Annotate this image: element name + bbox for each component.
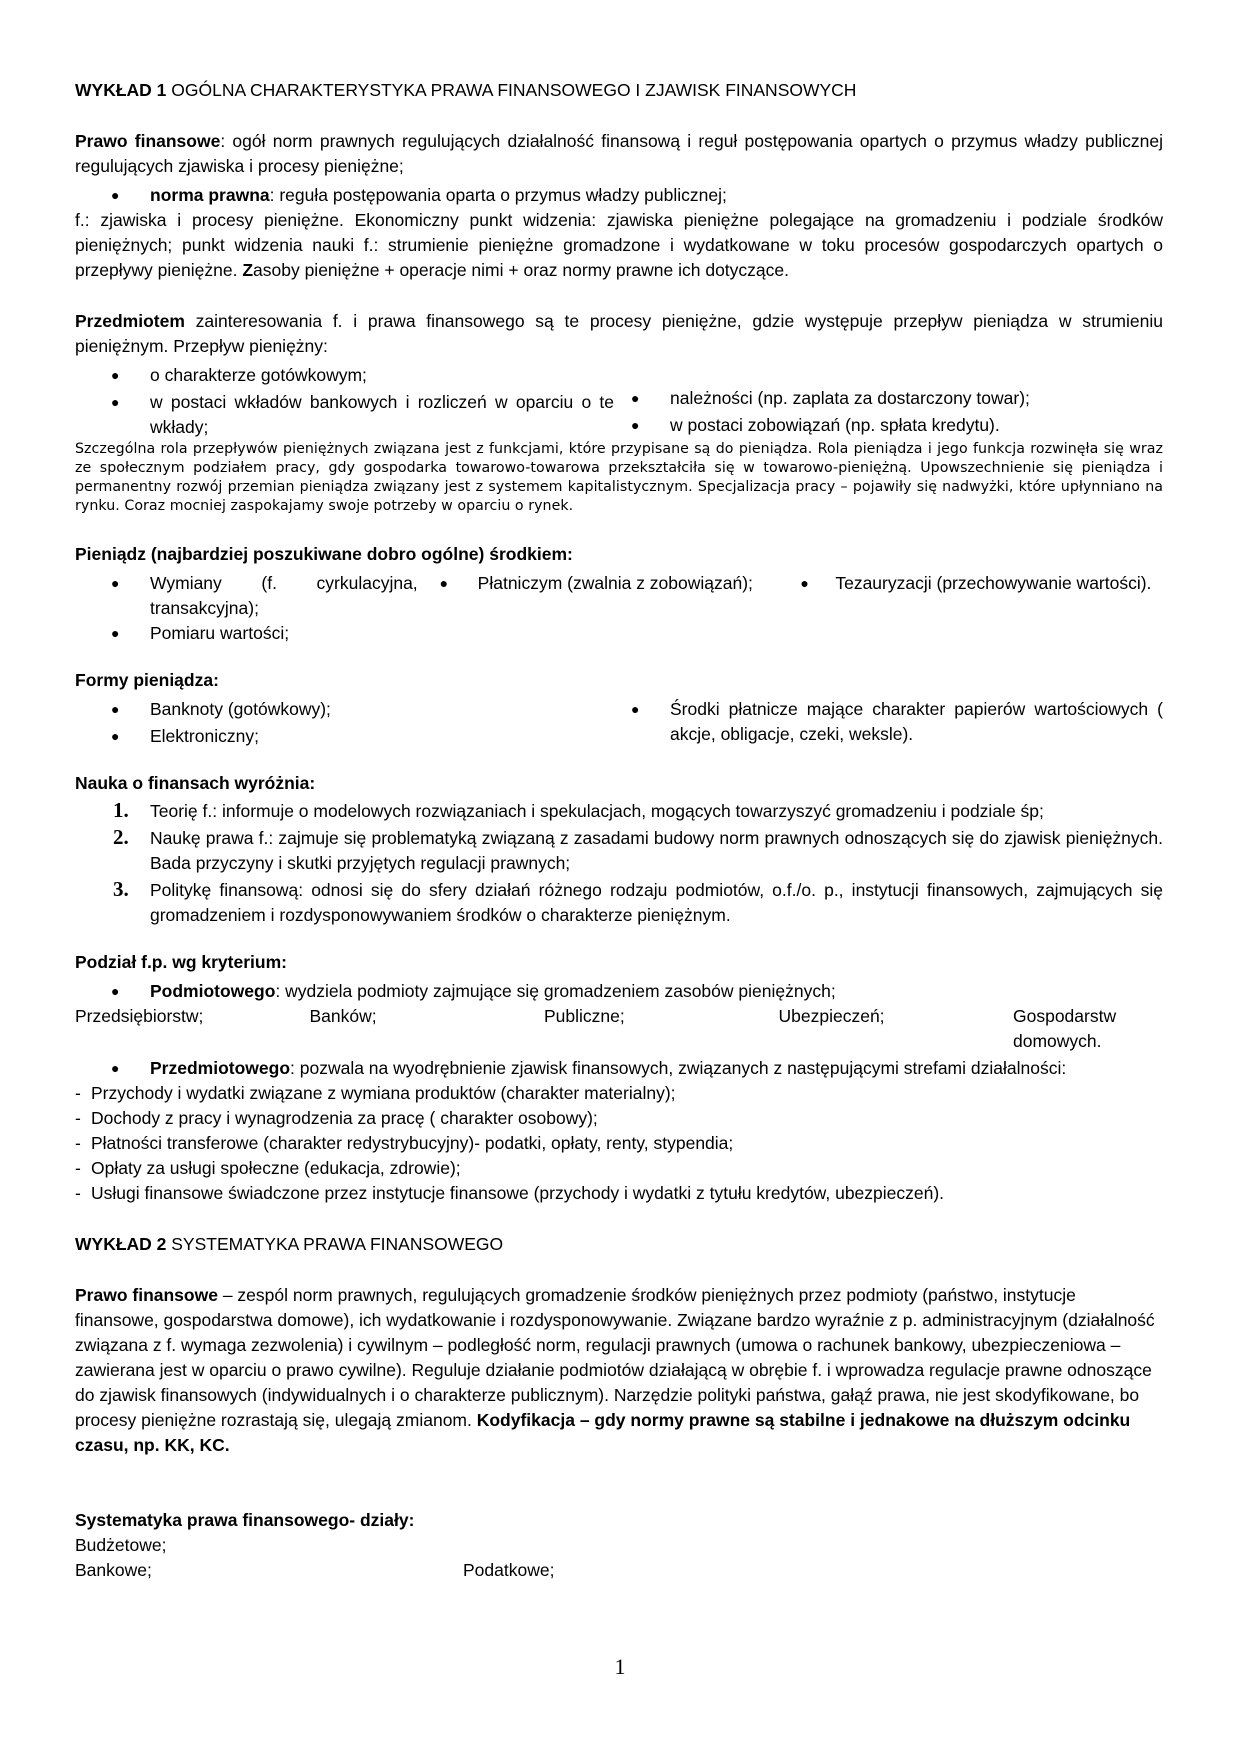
money-functions [75,571,1163,646]
list-item: Podatkowe; [463,1560,555,1580]
list-item: ● należności (np. zaplata za dostarczony towar); [624,386,1163,411]
list-item: - Przychody i wydatki związane z wymiana produktów (charakter materialny); [75,1081,1163,1106]
lecture2-definition: Prawo finansowe – zespól norm prawnych, regulujących gromadzenie środków pieniężnych przez podmioty (państwo, instytucje finansowe, gospodarstwa domowe), ich wydatkowanie i rozdysponowywanie. Związane bardzo wyraźnie z p. administracyjnym (działalność związana z f. wymaga zezwolenia) i cywilnym – podległość norm, regulacji prawnych (umowa o rachunek bankowy, ubezpieczeniowa – zawierana jest w oparciu o prawo cywilne). Reguluje działanie podmiotów działającą w obrębie f. i wprowadza regulacje prawne odnoszące do zjawisk finansowych (indywidualnych i o charakterze publicznym). Narzędzie polityki państwa, gałąź prawa, nie jest skodyfikowane, bo procesy pieniężne rozrastają się, ulegają zmianom. Kodyfikacja – gdy normy prawne są stabilne i jednakowe na dłuższym odcinku czasu, np. KK, KC. [75,1285,1155,1455]
list-item: ● w postaci zobowiązań (np. spłata kredytu). [624,413,1163,438]
page-number: 1 [614,1654,626,1679]
list-item: ● Tezauryzacji (przechowywanie wartości). [800,571,1163,596]
list-item: Bankowe; [75,1560,152,1580]
list-item: ● Pomiaru wartości; [75,621,438,646]
list-item: Przedsiębiorstw; [75,1006,204,1026]
list-item: Gospodarstw domowych. [1013,1006,1117,1051]
science-list [75,799,1163,928]
finance-law-definition: Prawo finansowe: ogół norm prawnych regulujących działalność finansową i reguł postępowania opartych o przymus władzy publicznej regulujących zjawiska i procesy pieniężne; [75,131,1163,176]
list-item: Banków; [309,1006,377,1026]
money-forms [75,697,1163,749]
list-item: ● o charakterze gotówkowym; [75,363,614,388]
list-item: 1. Teorię f.: informuje o modelowych rozwiązaniach i spekulacjach, mogących towarzyszyć gromadzeniu i podziale śp; [113,798,1044,822]
list-item: ● Wymiany (f. cyrkulacyjna, transakcyjna); [75,571,438,621]
objective-criterion: ● Przedmiotowego: pozwala na wyodrębnienie zjawisk finansowych, związanych z następującymi strefami działalności: [75,1056,1163,1081]
list-item: - Dochody z pracy i wynagrodzenia za pracę ( charakter osobowy); [75,1106,1163,1131]
money-heading: Pieniądz (najbardziej poszukiwane dobro ogólne) środkiem: [75,544,573,564]
list-item: ● w postaci wkładów bankowych i rozliczeń w oparciu o te wkłady; [75,390,614,440]
list-item: Budżetowe; [75,1535,167,1555]
list-item: 2. Naukę prawa f.: zajmuje się problematyką związaną z zasadami budowy norm prawnych odnoszących się do zjawisk pieniężnych. Bada przyczyny i skutki przyjętych regulacji prawnych; [113,825,1163,873]
list-item: ● Elektroniczny; [75,724,614,749]
list-item: 3. Politykę finansową: odnosi się do sfery działań różnego rodzaju podmiotów, o.f./o. p., instytucji finansowych, zajmujących się gromadzeniem i rozdysponowywaniem środków o charakterze pieniężnym. [113,877,1163,925]
science-heading: Nauka o finansach wyróżnia: [75,773,316,793]
list-item: ● Banknoty (gotówkowy); [75,697,614,722]
systematics-list [75,1533,1163,1583]
list-item: - Opłaty za usługi społeczne (edukacja, zdrowie); [75,1156,1163,1181]
subject-paragraph: Przedmiotem zainteresowania f. i prawa finansowego są te procesy pieniężne, gdzie występuje przepływ pieniądza w strumieniu pieniężnym. Przepływ pieniężny: [75,311,1163,356]
document-page [75,78,1163,1583]
list-item: Publiczne; [544,1006,625,1026]
list-item: ● Środki płatnicze mające charakter papierów wartościowych ( akcje, obligacje, czeki, weksle). [624,697,1163,747]
forms-heading: Formy pieniądza: [75,670,219,690]
legal-norm-bullet: ● norma prawna: reguła postępowania oparta o przymus władzy publicznej; [75,183,1163,208]
flow-list [75,363,1163,440]
list-item: - Usługi finansowe świadczone przez instytucje finansowe (przychody i wydatki z tytułu kredytów, ubezpieczeń). [75,1181,1163,1206]
money-role-note: Szczególna rola przepływów pieniężnych związana jest z funkcjami, które przypisane są do pieniądza. Rola pieniądza i jego funkcja rozwinęła się wraz ze społecznym podziałem pracy, gdy gospodarka towarowo-towarowa przekształciła się w towarowo-pieniężną. Upowszechnienie się pieniądza i permanentny rozwój przemian pieniądza związany jest z systemem kapitalistycznym. Specjalizacja pracy – pojawiły się nadwyżki, które upłynniano na rynku. Coraz mocniej zaspokajamy swoje potrzeby w oparciu o rynek. [75,441,1163,514]
list-item: Ubezpieczeń; [778,1006,885,1026]
list-item: - Płatności transferowe (charakter redystrybucyjny)- podatki, opłaty, renty, stypendia; [75,1131,1163,1156]
lecture1-heading: WYKŁAD 1 OGÓLNA CHARAKTERYSTYKA PRAWA FINANSOWEGO I ZJAWISK FINANSOWYCH [75,80,857,100]
subjective-criterion: ● Podmiotowego: wydziela podmioty zajmujące się gromadzeniem zasobów pieniężnych; [75,979,1163,1004]
objective-list [75,1081,1163,1206]
systematics-heading: Systematyka prawa finansowego- działy: [75,1510,415,1530]
finance-paragraph: f.: zjawiska i procesy pieniężne. Ekonomiczny punkt widzenia: zjawiska pieniężne polegające na gromadzeniu i podziale środków pieniężnych; punkt widzenia nauki f.: strumienie pieniężne gromadzone i wydatkowane w toku procesów gospodarczych opartych o przepływy pieniężne. Zasoby pieniężne + operacje nimi + oraz normy prawne ich dotyczące. [75,210,1163,280]
division-heading: Podział f.p. wg kryterium: [75,952,287,972]
list-item: ● Płatniczym (zwalnia z zobowiązań); [438,571,801,596]
lecture2-heading: WYKŁAD 2 SYSTEMATYKA PRAWA FINANSOWEGO [75,1234,504,1254]
subjects-row [75,1004,1163,1054]
